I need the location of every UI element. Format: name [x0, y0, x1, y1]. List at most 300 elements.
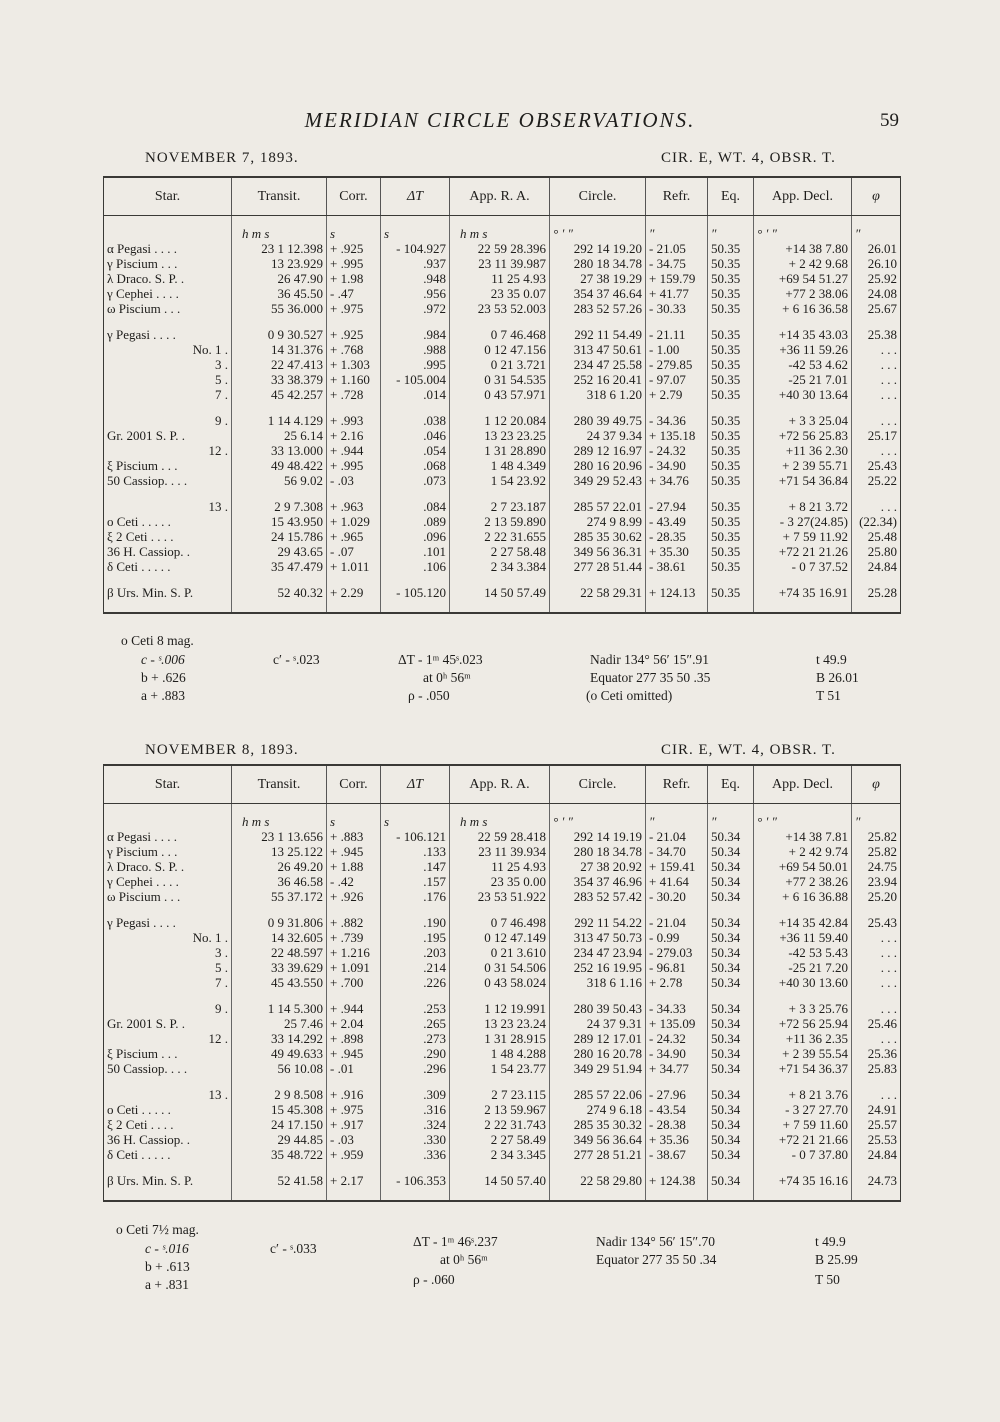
cell-corr: + 1.303 [327, 357, 381, 372]
cell-refr: - 34.90 [646, 458, 708, 473]
cell-eq: 50.35 [708, 473, 754, 488]
cell-circle: 280 18 34.78 [550, 256, 646, 271]
unit-circle: ° ′ ″ [550, 216, 646, 242]
cell-corr: + .995 [327, 458, 381, 473]
cell-app-ra: 1 31 28.915 [450, 1031, 550, 1046]
cell-star: ξ Piscium . . . [104, 1046, 232, 1061]
cell-eq: 50.35 [708, 301, 754, 316]
cell-refr: + 35.36 [646, 1132, 708, 1147]
cell-phi: 25.82 [852, 844, 901, 859]
cell-star: β Urs. Min. S. P. [104, 1162, 232, 1201]
cell-star: 7 . [104, 387, 232, 402]
table-row [104, 402, 901, 428]
table-row [104, 514, 901, 529]
cell-corr: + .898 [327, 1031, 381, 1046]
table-row [104, 1076, 901, 1102]
cell-app-ra: 1 48 4.288 [450, 1046, 550, 1061]
unit-refr: ″ [646, 216, 708, 242]
cell-phi: 25.80 [852, 544, 901, 559]
cell-phi: 25.43 [852, 458, 901, 473]
cell-app-decl: +14 38 7.80 [754, 241, 852, 256]
cell-eq: 50.35 [708, 529, 754, 544]
cell-corr: + 1.011 [327, 559, 381, 574]
cell-phi: 24.08 [852, 286, 901, 301]
unit-corr: s [327, 216, 381, 242]
table-row [104, 443, 901, 458]
column-header-delta-t: ΔT [381, 177, 450, 216]
cell-app-ra: 2 13 59.967 [450, 1102, 550, 1117]
cell-circle: 289 12 17.01 [550, 1031, 646, 1046]
table-row [104, 458, 901, 473]
footnote-equator: Equator 277 35 50 .35 [590, 670, 711, 685]
cell-star: 13 . [104, 1076, 232, 1102]
cell-transit: 52 40.32 [232, 574, 327, 613]
column-header-app-decl: App. Decl. [754, 177, 852, 216]
cell-circle: 318 6 1.16 [550, 975, 646, 990]
cell-phi: 25.38 [852, 316, 901, 342]
cell-star: No. 1 . [104, 930, 232, 945]
cell-eq: 50.34 [708, 1061, 754, 1076]
cell-corr: + .993 [327, 402, 381, 428]
unit-transit: h m s [232, 216, 327, 242]
cell-phi: . . . [852, 1076, 901, 1102]
cell-phi: (22.34) [852, 514, 901, 529]
cell-app-ra: 22 59 28.418 [450, 829, 550, 844]
cell-app-decl: + 8 21 3.72 [754, 488, 852, 514]
cell-refr: - 97.07 [646, 372, 708, 387]
cell-transit: 23 1 12.398 [232, 241, 327, 256]
footnote-nadir: Nadir 134° 56′ 15″.91 [590, 652, 709, 667]
cell-delta-t: .073 [381, 473, 450, 488]
footnote-nadir: Nadir 134° 56′ 15″.70 [596, 1234, 715, 1249]
cell-circle: 277 28 51.44 [550, 559, 646, 574]
cell-eq: 50.35 [708, 271, 754, 286]
cell-circle: 292 11 54.22 [550, 904, 646, 930]
unit-app-decl: ° ′ ″ [754, 804, 852, 830]
cell-phi: 26.01 [852, 241, 901, 256]
cell-app-ra: 11 25 4.93 [450, 271, 550, 286]
cell-circle: 24 37 9.31 [550, 1016, 646, 1031]
cell-refr: + 159.79 [646, 271, 708, 286]
cell-circle: 274 9 8.99 [550, 514, 646, 529]
footnote-rho: ρ - .050 [408, 688, 450, 703]
cell-transit: 0 9 31.806 [232, 904, 327, 930]
cell-app-ra: 2 27 58.49 [450, 1132, 550, 1147]
cell-phi: . . . [852, 387, 901, 402]
cell-corr: + .739 [327, 930, 381, 945]
cell-refr: + 135.18 [646, 428, 708, 443]
cell-circle: 22 58 29.31 [550, 574, 646, 613]
cell-star: 36 H. Cassiop. . [104, 1132, 232, 1147]
table-row [104, 301, 901, 316]
cell-transit: 13 25.122 [232, 844, 327, 859]
cell-eq: 50.34 [708, 1076, 754, 1102]
cell-app-decl: +71 54 36.84 [754, 473, 852, 488]
cell-corr: + .959 [327, 1147, 381, 1162]
footnote-delta-t: ΔT - 1ᵐ 46ˢ.237 [413, 1234, 498, 1249]
table-row [104, 829, 901, 844]
cell-transit: 35 48.722 [232, 1147, 327, 1162]
cell-refr: - 21.05 [646, 241, 708, 256]
cell-corr: + 2.17 [327, 1162, 381, 1201]
cell-app-ra: 13 23 23.25 [450, 428, 550, 443]
cell-delta-t: .089 [381, 514, 450, 529]
cell-eq: 50.34 [708, 1046, 754, 1061]
cell-eq: 50.34 [708, 1162, 754, 1201]
cell-star: γ Pegasi . . . . [104, 904, 232, 930]
cell-eq: 50.34 [708, 1132, 754, 1147]
column-header-star: Star. [104, 177, 232, 216]
cell-circle: 280 16 20.78 [550, 1046, 646, 1061]
cell-eq: 50.35 [708, 559, 754, 574]
cell-refr: - 27.94 [646, 488, 708, 514]
cell-app-ra: 0 31 54.506 [450, 960, 550, 975]
cell-star: λ Draco. S. P. . [104, 271, 232, 286]
cell-delta-t: .988 [381, 342, 450, 357]
cell-transit: 36 46.58 [232, 874, 327, 889]
cell-star: ξ 2 Ceti . . . . [104, 1117, 232, 1132]
cell-circle: 313 47 50.61 [550, 342, 646, 357]
cell-refr: - 21.04 [646, 829, 708, 844]
cell-delta-t: - 106.121 [381, 829, 450, 844]
cell-transit: 22 47.413 [232, 357, 327, 372]
cell-star: 13 . [104, 488, 232, 514]
table-row [104, 241, 901, 256]
cell-corr: - .01 [327, 1061, 381, 1076]
cell-corr: + .944 [327, 990, 381, 1016]
cell-phi: 24.84 [852, 559, 901, 574]
cell-star: 5 . [104, 372, 232, 387]
cell-star: γ Cephei . . . . [104, 286, 232, 301]
cell-transit: 26 47.90 [232, 271, 327, 286]
cell-corr: + .926 [327, 889, 381, 904]
table-row [104, 859, 901, 874]
cell-circle: 313 47 50.73 [550, 930, 646, 945]
units-row [104, 804, 901, 830]
cell-app-ra: 0 31 54.535 [450, 372, 550, 387]
cell-refr: + 124.13 [646, 574, 708, 613]
cell-star: ω Piscium . . . [104, 889, 232, 904]
cell-delta-t: .316 [381, 1102, 450, 1117]
cell-circle: 349 56 36.31 [550, 544, 646, 559]
cell-circle: 283 52 57.42 [550, 889, 646, 904]
cell-corr: + 1.216 [327, 945, 381, 960]
cell-circle: 234 47 23.94 [550, 945, 646, 960]
footnote-at: at 0ʰ 56ᵐ [423, 670, 471, 685]
table-row [104, 1132, 901, 1147]
cell-app-ra: 0 12 47.149 [450, 930, 550, 945]
column-header-app-decl: App. Decl. [754, 765, 852, 804]
cell-delta-t: .084 [381, 488, 450, 514]
cell-phi: . . . [852, 945, 901, 960]
cell-transit: 15 43.950 [232, 514, 327, 529]
table-row [104, 428, 901, 443]
cell-app-decl: + 6 16 36.58 [754, 301, 852, 316]
table-row [104, 844, 901, 859]
cell-app-ra: 2 13 59.890 [450, 514, 550, 529]
cell-app-ra: 1 54 23.92 [450, 473, 550, 488]
cell-phi: 25.83 [852, 1061, 901, 1076]
cell-delta-t: .195 [381, 930, 450, 945]
cell-circle: 349 29 51.94 [550, 1061, 646, 1076]
cell-corr: + .916 [327, 1076, 381, 1102]
unit-app-decl: ° ′ ″ [754, 216, 852, 242]
cell-refr: + 35.30 [646, 544, 708, 559]
cell-corr: + 1.160 [327, 372, 381, 387]
cell-delta-t: .948 [381, 271, 450, 286]
cell-refr: - 43.54 [646, 1102, 708, 1117]
cell-star: 12 . [104, 1031, 232, 1046]
cell-app-ra: 14 50 57.40 [450, 1162, 550, 1201]
cell-eq: 50.35 [708, 428, 754, 443]
cell-circle: 354 37 46.64 [550, 286, 646, 301]
cell-corr: + .975 [327, 301, 381, 316]
cell-circle: 27 38 20.92 [550, 859, 646, 874]
cell-phi: . . . [852, 930, 901, 945]
cell-circle: 280 16 20.96 [550, 458, 646, 473]
column-header-phi: φ [852, 177, 901, 216]
cell-delta-t: .956 [381, 286, 450, 301]
cell-transit: 13 23.929 [232, 256, 327, 271]
cell-corr: + .700 [327, 975, 381, 990]
cell-eq: 50.35 [708, 458, 754, 473]
cell-app-decl: +69 54 51.27 [754, 271, 852, 286]
cell-delta-t: .190 [381, 904, 450, 930]
cell-delta-t: .984 [381, 316, 450, 342]
cell-app-ra: 2 7 23.115 [450, 1076, 550, 1102]
cell-transit: 25 6.14 [232, 428, 327, 443]
column-header-app-ra: App. R. A. [450, 177, 550, 216]
cell-corr: - .47 [327, 286, 381, 301]
column-header-corr: Corr. [327, 177, 381, 216]
cell-phi: 24.84 [852, 1147, 901, 1162]
table-row [104, 286, 901, 301]
cell-delta-t: .176 [381, 889, 450, 904]
cell-corr: + 2.16 [327, 428, 381, 443]
cell-corr: + .882 [327, 904, 381, 930]
cell-phi: 24.91 [852, 1102, 901, 1117]
cell-app-ra: 0 21 3.610 [450, 945, 550, 960]
cell-corr: - .03 [327, 1132, 381, 1147]
cell-transit: 22 48.597 [232, 945, 327, 960]
footnote-magnitude: o Ceti 7½ mag. [116, 1222, 199, 1237]
cell-app-ra: 2 7 23.187 [450, 488, 550, 514]
cell-refr: - 28.35 [646, 529, 708, 544]
cell-transit: 29 43.65 [232, 544, 327, 559]
cell-refr: - 279.03 [646, 945, 708, 960]
cell-delta-t: .265 [381, 1016, 450, 1031]
footnote-c: c - ˢ.006 [141, 652, 185, 667]
cell-app-decl: +74 35 16.16 [754, 1162, 852, 1201]
column-header-eq: Eq. [708, 765, 754, 804]
cell-eq: 50.34 [708, 1102, 754, 1117]
cell-refr: + 41.64 [646, 874, 708, 889]
cell-eq: 50.34 [708, 990, 754, 1016]
cell-corr: + 2.04 [327, 1016, 381, 1031]
cell-phi: . . . [852, 357, 901, 372]
cell-transit: 26 49.20 [232, 859, 327, 874]
cell-delta-t: .290 [381, 1046, 450, 1061]
column-header-circle: Circle. [550, 177, 646, 216]
footnote-rho: ρ - .060 [413, 1272, 455, 1287]
footnote-a: a + .883 [141, 688, 185, 703]
cell-app-decl: +72 21 21.66 [754, 1132, 852, 1147]
cell-eq: 50.35 [708, 402, 754, 428]
column-header-star: Star. [104, 765, 232, 804]
cell-corr: + .728 [327, 387, 381, 402]
cell-star: 36 H. Cassiop. . [104, 544, 232, 559]
footnote-at: at 0ʰ 56ᵐ [440, 1252, 488, 1267]
column-header-transit: Transit. [232, 177, 327, 216]
cell-circle: 285 57 22.06 [550, 1076, 646, 1102]
table-row [104, 387, 901, 402]
cell-corr: + .925 [327, 241, 381, 256]
table-header-row [104, 177, 901, 216]
cell-eq: 50.34 [708, 829, 754, 844]
cell-app-decl: +77 2 38.06 [754, 286, 852, 301]
table-row [104, 889, 901, 904]
cell-app-ra: 0 21 3.721 [450, 357, 550, 372]
cell-eq: 50.35 [708, 357, 754, 372]
cell-delta-t: .972 [381, 301, 450, 316]
cell-star: 9 . [104, 990, 232, 1016]
cell-delta-t: .937 [381, 256, 450, 271]
cell-transit: 33 38.379 [232, 372, 327, 387]
unit-transit: h m s [232, 804, 327, 830]
cell-circle: 283 52 57.26 [550, 301, 646, 316]
observation-table [103, 764, 901, 1202]
cell-transit: 55 37.172 [232, 889, 327, 904]
cell-app-ra: 1 12 20.084 [450, 402, 550, 428]
cell-app-ra: 2 34 3.345 [450, 1147, 550, 1162]
cell-corr: + 1.88 [327, 859, 381, 874]
table-row [104, 574, 901, 613]
units-row [104, 216, 901, 242]
cell-app-decl: +11 36 2.35 [754, 1031, 852, 1046]
cell-eq: 50.35 [708, 574, 754, 613]
cell-phi: 25.20 [852, 889, 901, 904]
table-row [104, 1031, 901, 1046]
cell-app-decl: +14 38 7.81 [754, 829, 852, 844]
unit-delta-t: s [381, 804, 450, 830]
cell-corr: + .945 [327, 1046, 381, 1061]
cell-transit: 56 9.02 [232, 473, 327, 488]
cell-refr: - 30.20 [646, 889, 708, 904]
cell-circle: 318 6 1.20 [550, 387, 646, 402]
cell-corr: + .883 [327, 829, 381, 844]
cell-app-decl: +40 30 13.64 [754, 387, 852, 402]
cell-app-ra: 1 48 4.349 [450, 458, 550, 473]
cell-app-ra: 2 34 3.384 [450, 559, 550, 574]
cell-eq: 50.34 [708, 844, 754, 859]
cell-eq: 50.35 [708, 286, 754, 301]
cell-circle: 22 58 29.80 [550, 1162, 646, 1201]
cell-app-decl: - 3 27 27.70 [754, 1102, 852, 1117]
table-row [104, 990, 901, 1016]
cell-app-decl: + 2 42 9.74 [754, 844, 852, 859]
cell-transit: 35 47.479 [232, 559, 327, 574]
unit-phi: ″ [852, 804, 901, 830]
cell-transit: 14 31.376 [232, 342, 327, 357]
cell-app-decl: +77 2 38.26 [754, 874, 852, 889]
cell-phi: 25.17 [852, 428, 901, 443]
cell-star: 50 Cassiop. . . . [104, 1061, 232, 1076]
cell-circle: 292 11 54.49 [550, 316, 646, 342]
cell-circle: 274 9 6.18 [550, 1102, 646, 1117]
cell-eq: 50.35 [708, 544, 754, 559]
table-row [104, 904, 901, 930]
cell-circle: 277 28 51.21 [550, 1147, 646, 1162]
table-row [104, 1117, 901, 1132]
cell-delta-t: .226 [381, 975, 450, 990]
cell-app-ra: 2 22 31.743 [450, 1117, 550, 1132]
cell-phi: 25.48 [852, 529, 901, 544]
cell-eq: 50.35 [708, 488, 754, 514]
cell-delta-t: .157 [381, 874, 450, 889]
cell-app-decl: +74 35 16.91 [754, 574, 852, 613]
cell-app-decl: + 2 42 9.68 [754, 256, 852, 271]
unit-app-ra: h m s [450, 804, 550, 830]
column-header-circle: Circle. [550, 765, 646, 804]
cell-app-decl: + 7 59 11.60 [754, 1117, 852, 1132]
column-header-app-ra: App. R. A. [450, 765, 550, 804]
cell-refr: - 38.67 [646, 1147, 708, 1162]
footnote-delta-t: ΔT - 1ᵐ 45ˢ.023 [398, 652, 483, 667]
cell-app-ra: 0 12 47.156 [450, 342, 550, 357]
cell-delta-t: - 105.120 [381, 574, 450, 613]
cell-circle: 252 16 19.95 [550, 960, 646, 975]
cell-corr: + .945 [327, 844, 381, 859]
table-row [104, 357, 901, 372]
cell-transit: 49 48.422 [232, 458, 327, 473]
cell-refr: - 28.38 [646, 1117, 708, 1132]
cell-star: δ Ceti . . . . . [104, 559, 232, 574]
cell-eq: 50.34 [708, 1016, 754, 1031]
cell-app-decl: +72 21 21.26 [754, 544, 852, 559]
cell-eq: 50.34 [708, 930, 754, 945]
cell-phi: 24.75 [852, 859, 901, 874]
cell-app-decl: + 8 21 3.76 [754, 1076, 852, 1102]
cell-delta-t: .330 [381, 1132, 450, 1147]
cell-delta-t: .296 [381, 1061, 450, 1076]
cell-refr: + 41.77 [646, 286, 708, 301]
cell-transit: 25 7.46 [232, 1016, 327, 1031]
cell-circle: 354 37 46.96 [550, 874, 646, 889]
table-row [104, 316, 901, 342]
table-row [104, 488, 901, 514]
cell-refr: - 96.81 [646, 960, 708, 975]
column-header-delta-t: ΔT [381, 765, 450, 804]
cell-app-decl: -42 53 4.62 [754, 357, 852, 372]
cell-star: γ Cephei . . . . [104, 874, 232, 889]
cell-eq: 50.34 [708, 874, 754, 889]
column-header-corr: Corr. [327, 765, 381, 804]
table-row [104, 544, 901, 559]
cell-app-decl: + 6 16 36.88 [754, 889, 852, 904]
footnote-b-pressure: B 26.01 [816, 670, 859, 685]
table-row [104, 256, 901, 271]
table-row [104, 975, 901, 990]
cell-app-ra: 13 23 23.24 [450, 1016, 550, 1031]
cell-phi: . . . [852, 960, 901, 975]
cell-star: 3 . [104, 945, 232, 960]
footnote-a: a + .831 [145, 1277, 189, 1292]
cell-refr: + 159.41 [646, 859, 708, 874]
footnote-c-prime: c′ - ˢ.023 [273, 652, 320, 667]
cell-star: ω Piscium . . . [104, 301, 232, 316]
cell-app-ra: 0 7 46.468 [450, 316, 550, 342]
cell-phi: . . . [852, 372, 901, 387]
